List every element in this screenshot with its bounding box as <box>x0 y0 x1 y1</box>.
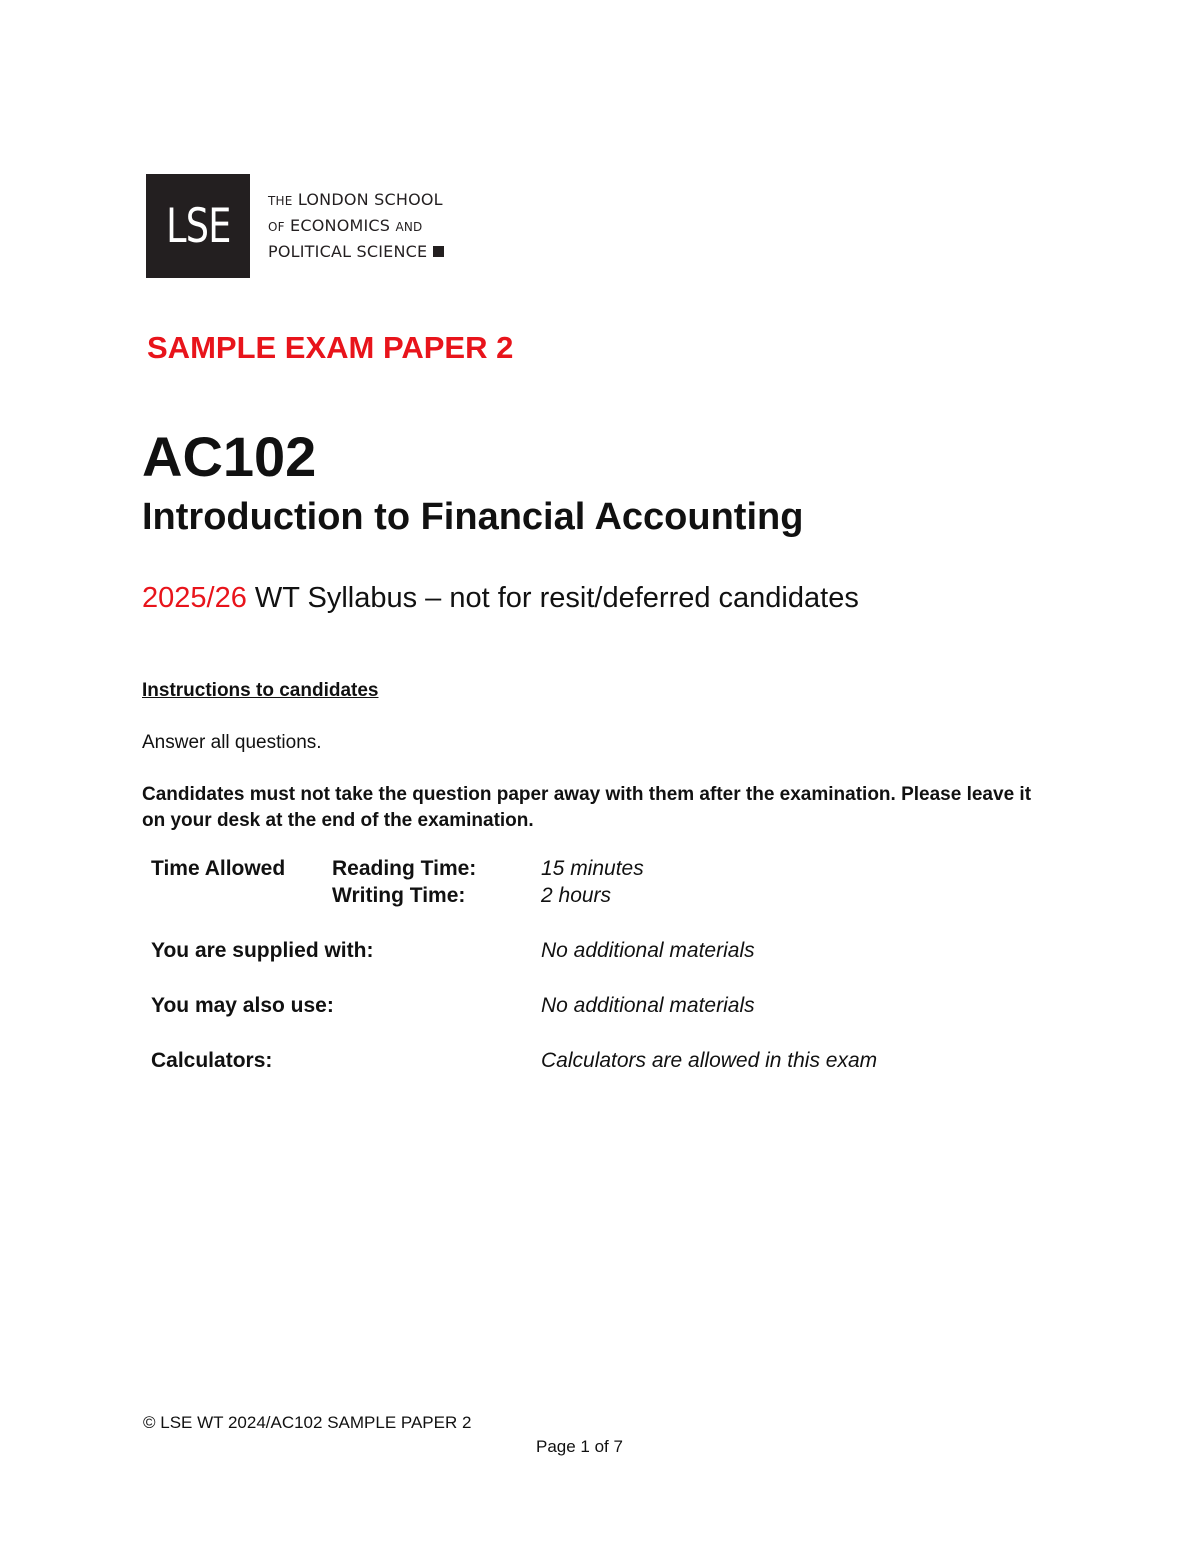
logo-text-political-science: POLITICAL SCIENCE <box>268 242 428 261</box>
calculators-value: Calculators are allowed in this exam <box>541 1049 878 1072</box>
instructions-heading: Instructions to candidates <box>142 680 379 701</box>
writing-time-label: Writing Time: <box>332 884 466 907</box>
calculators-label: Calculators: <box>151 1049 273 1072</box>
reading-time-value: 15 minutes <box>541 857 644 880</box>
syllabus-line <box>142 582 859 615</box>
logo-text-line-1 <box>268 190 443 209</box>
lse-logo <box>146 174 250 278</box>
may-also-use-label: You may also use: <box>151 994 334 1017</box>
logo-square-icon <box>433 246 444 257</box>
page-number: Page 1 of 7 <box>536 1437 623 1456</box>
syllabus-description: WT Syllabus – not for resit/deferred candidates <box>246 582 859 614</box>
footer-copyright: © LSE WT 2024/AC102 SAMPLE PAPER 2 <box>143 1413 472 1432</box>
sample-exam-label: SAMPLE EXAM PAPER 2 <box>147 330 514 365</box>
supplied-with-label: You are supplied with: <box>151 939 374 962</box>
course-code: AC102 <box>142 425 317 488</box>
supplied-with-value: No additional materials <box>541 939 755 962</box>
logo-text-and: AND <box>395 220 423 234</box>
question-paper-warning: Candidates must not take the question paper away with them after the examination. Please leave it on your desk at the end of the examination. <box>142 784 1032 831</box>
may-also-use-value: No additional materials <box>541 994 755 1017</box>
writing-time-value: 2 hours <box>541 884 612 907</box>
time-allowed-label: Time Allowed <box>151 857 286 880</box>
logo-text-the: THE <box>268 194 293 208</box>
syllabus-year: 2025/26 <box>142 582 247 614</box>
logo-text-london-school: LONDON SCHOOL <box>292 190 443 209</box>
course-title: Introduction to Financial Accounting <box>142 496 804 538</box>
answer-instruction: Answer all questions. <box>142 732 322 753</box>
logo-text-line-2 <box>268 216 422 235</box>
logo-text-of: OF <box>268 220 285 234</box>
logo-mark: LSE <box>165 198 231 254</box>
logo-text-economics: ECONOMICS <box>290 216 391 235</box>
reading-time-label: Reading Time: <box>332 857 477 880</box>
logo-text-line-3 <box>268 242 444 261</box>
